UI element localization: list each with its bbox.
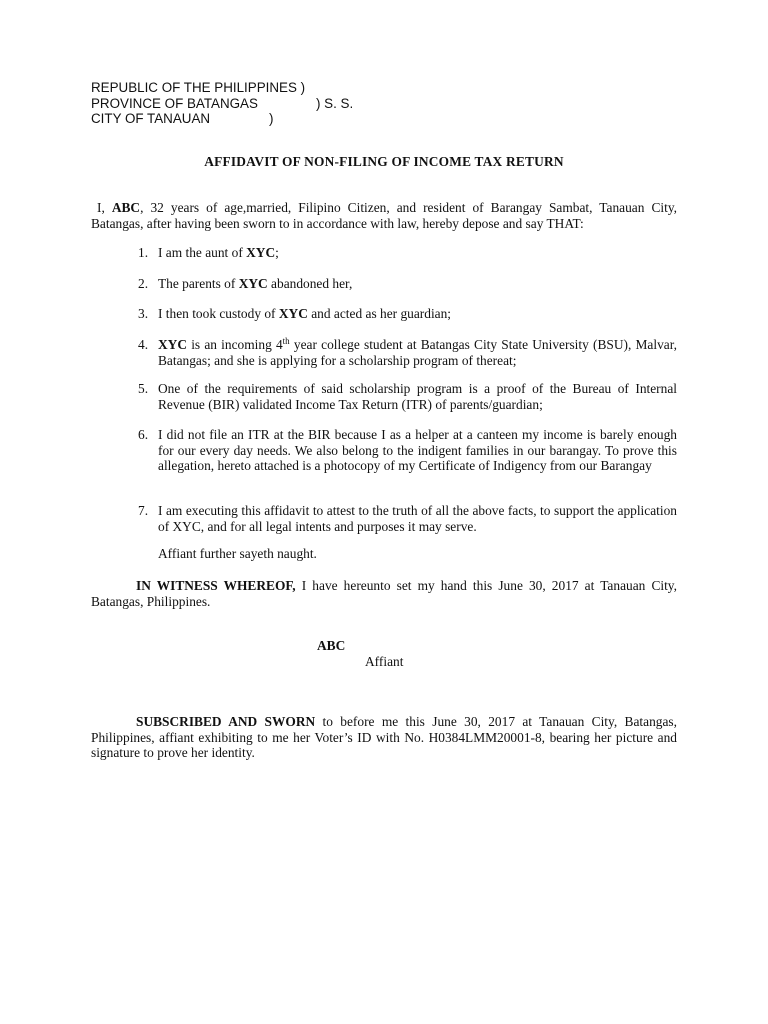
closing-statement: Affiant further sayeth naught.: [158, 546, 317, 561]
intro-paragraph: I, ABC, 32 years of age,married, Filipino Citizen, and resident of Barangay Sambat, Tanauan City, Batangas, after having been sworn to in accordance with law, hereby depose and say THAT:: [91, 200, 677, 231]
document-title: AFFIDAVIT OF NON-FILING OF INCOME TAX RETURN: [204, 154, 564, 169]
jurat-paragraph: SUBSCRIBED AND SWORN to before me this June 30, 2017 at Tanauan City, Batangas, Philippines, affiant exhibiting to me her Voter’s ID with No. H0384LMM20001-8, bearing her picture and signature to prove her identity.: [91, 714, 677, 760]
document-page: REPUBLIC OF THE PHILIPPINES ) PROVINCE OF BATANGAS ) S. S. CITY OF TANAUAN ) AFFIDAVIT OF NON-FILING OF INCOME TAX RETURN I, ABC, 32 years of age,married, Filipino Citizen, and resident of Barangay Sambat, Tanauan City, Batangas, after having been sworn to in accordance with law, hereby depose and say THAT: 1. I am the aunt of XYC; 2. The parents of XYC abandoned her, 3. I then took custody of XYC and acted as her guardian; 4. XYC is an incoming 4th year college student at Batangas City State University (BSU), Malvar, Batangas; and she is applying for a scholarship program of thereat; 5. One of the requirements of said scholarship program is a proof of the Bureau of Internal Revenue (BIR) validated Income Tax Return (ITR) of parents/guardian; 6. I did not file an ITR at the BIR because I as a helper at a canteen my income is barely enough for our every day needs. We also belong to the indigent families in our barangay. To prove this allegation, hereto attached is a photocopy of my Certificate of Indigency from our Barangay 7. I am executing this affidavit to attest to the truth of all the above facts, to support the application of XYC, and for all legal intents and purposes it may serve. Affiant further sayeth naught. IN WITNESS WHEREOF, I have hereunto set my hand this June 30, 2017 at Tanauan City, Batangas, Philippines. ABC Affiant SUBSCRIBED AND SWORN to before me this June 30, 2017 at Tanauan City, Batangas, Philippines, affiant exhibiting to me her Voter’s ID with No. H0384LMM20001-8, bearing her picture and signature to prove her identity.: [0, 0, 768, 1024]
signature-role: Affiant: [365, 654, 404, 669]
witness-paragraph: IN WITNESS WHEREOF, I have hereunto set my hand this June 30, 2017 at Tanauan City, Batangas, Philippines.: [91, 578, 677, 609]
affiant-name: ABC: [111, 200, 141, 215]
signature-name: ABC: [317, 638, 346, 653]
